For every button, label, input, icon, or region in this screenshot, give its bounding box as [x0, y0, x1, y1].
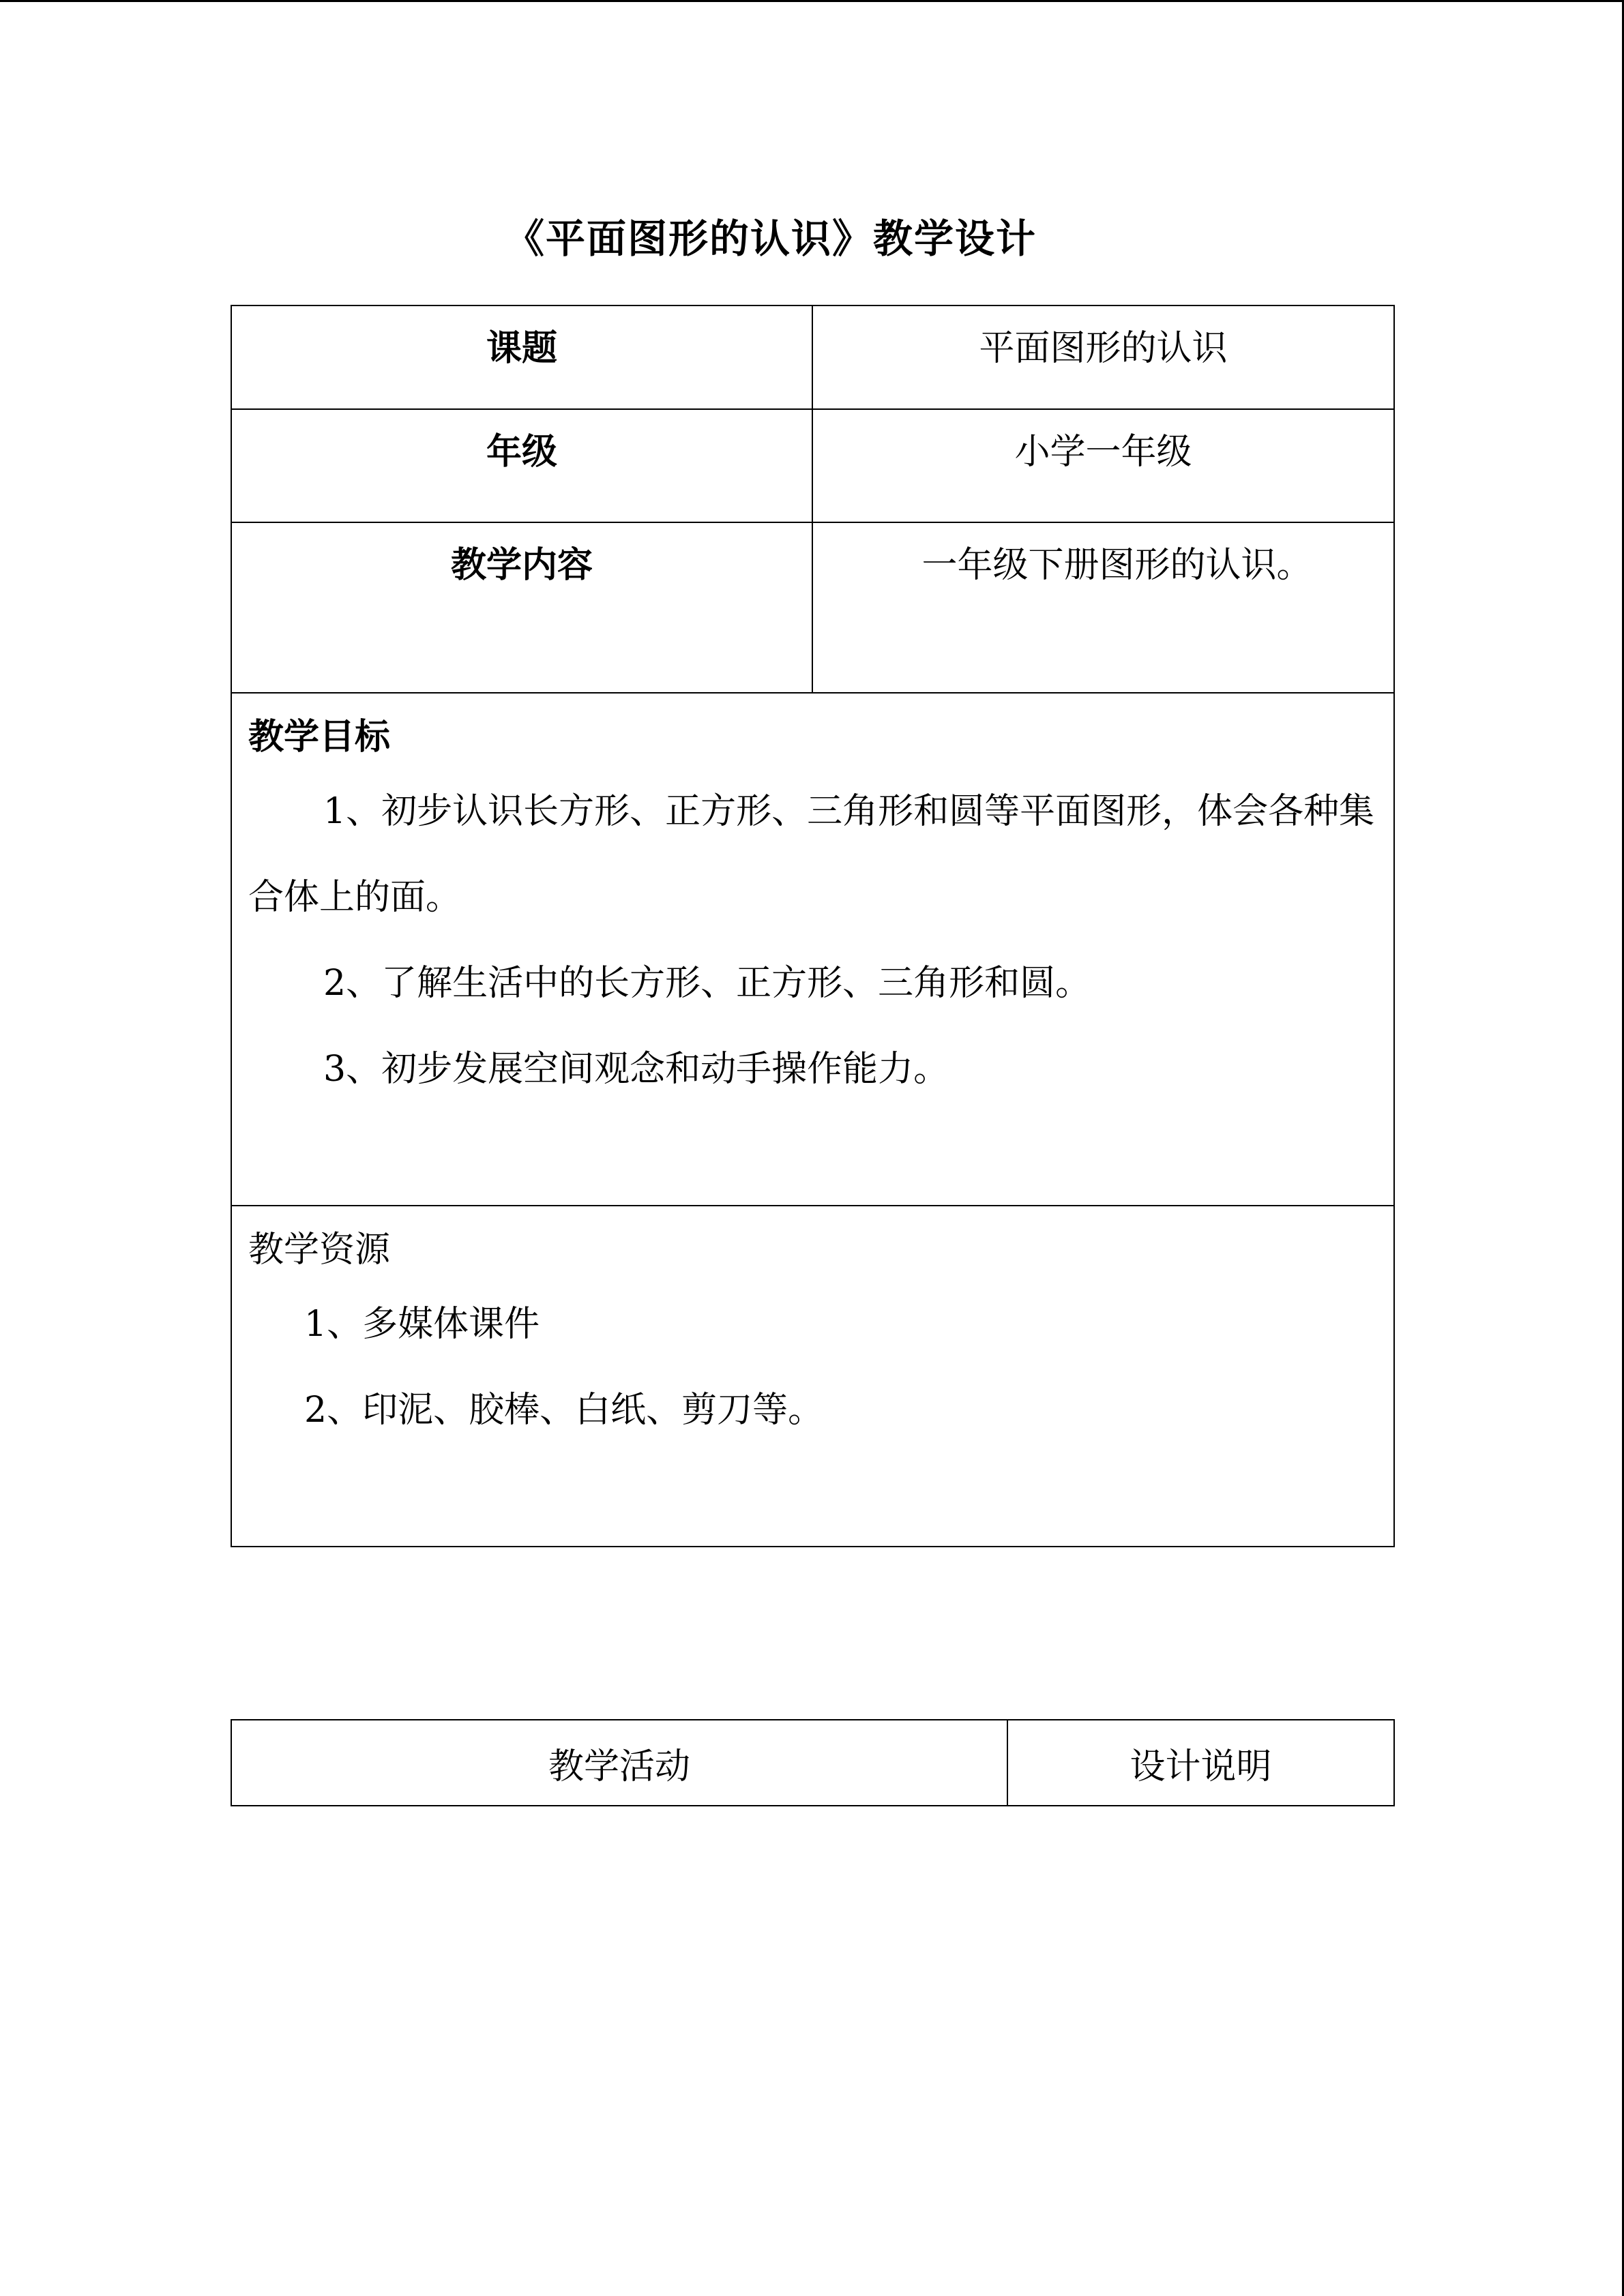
objectives-heading: 教学目标	[248, 717, 391, 758]
objectives-block	[232, 714, 1393, 1112]
objective-item: 3、初步发展空间观念和动手操作能力。	[323, 1049, 949, 1090]
subject-label: 课题	[486, 328, 557, 369]
activity-table	[231, 1719, 1395, 1806]
grade-label: 年级	[486, 432, 557, 473]
resource-item: 2、印泥、胶棒、白纸、剪刀等。	[304, 1390, 824, 1431]
grade-value-cell	[812, 409, 1394, 522]
grade-value: 小学一年级	[1014, 432, 1192, 473]
content-value-cell	[812, 522, 1394, 693]
content-value: 一年级下册图形的认识。	[921, 545, 1312, 586]
resources-heading: 教学资源	[248, 1229, 391, 1270]
subject-value: 平面图形的认识	[979, 328, 1228, 369]
table-row	[231, 1720, 1394, 1806]
objectives-cell	[231, 693, 1394, 1206]
table-row	[231, 693, 1394, 1206]
subject-value-cell	[812, 305, 1394, 409]
resources-cell	[231, 1206, 1394, 1547]
lesson-info-table	[231, 305, 1395, 1547]
table-row	[231, 522, 1394, 693]
table-row	[231, 305, 1394, 409]
design-notes-header-cell: 设计说明	[1007, 1720, 1394, 1806]
table-row	[231, 409, 1394, 522]
table-row	[231, 1206, 1394, 1547]
resource-item: 1、多媒体课件	[304, 1304, 540, 1345]
content-label-cell	[231, 522, 812, 693]
subject-label-cell	[231, 305, 812, 409]
objective-item: 1、初步认识长方形、正方形、三角形和圆等平面图形，体会各种集合体上的面。	[248, 791, 1375, 918]
objective-item: 2、了解生活中的长方形、正方形、三角形和圆。	[323, 963, 1091, 1004]
content-label: 教学内容	[450, 545, 593, 586]
resources-block	[232, 1227, 1393, 1453]
grade-label-cell	[231, 409, 812, 522]
activity-header-cell: 教学活动	[231, 1720, 1007, 1806]
page-top-border	[0, 0, 1624, 2]
document-title: 《平面图形的认识》教学设计	[504, 215, 1037, 262]
